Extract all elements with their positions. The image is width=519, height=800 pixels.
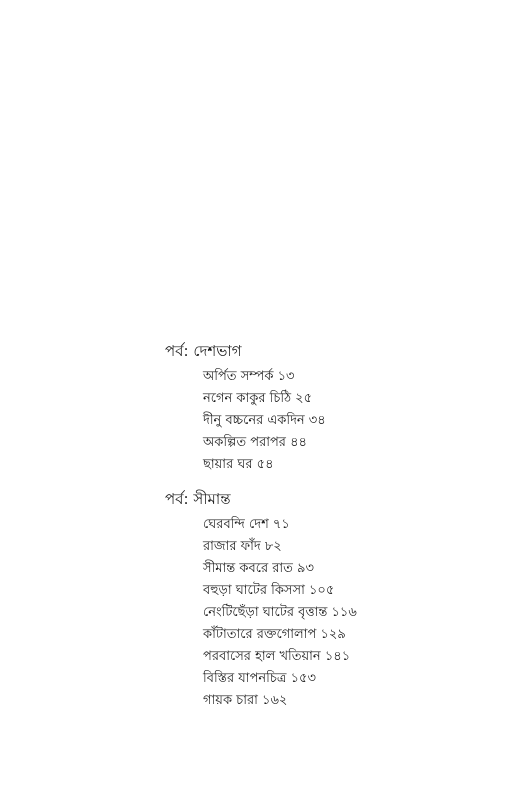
contents-entry: বহুড়া ঘাটের কিসসা ১০৫: [203, 583, 335, 598]
contents-entry: ছায়ার ঘর ৫৪: [203, 457, 274, 472]
contents-entry: ঘেরবন্দি দেশ ৭১: [203, 517, 290, 532]
contents-entry: অর্পিত সম্পর্ক ১৩: [203, 369, 295, 384]
contents-entry: দীনু বচ্চনের একদিন ৩৪: [203, 413, 326, 428]
section-heading: পর্ব: দেশভাগ: [165, 342, 242, 360]
contents-entry: সীমান্ত কবরে রাত ৯৩: [203, 561, 314, 576]
contents-entry: রাজার ফাঁদ ৮২: [203, 539, 282, 554]
section-heading: পর্ব: সীমান্ত: [165, 490, 231, 508]
contents-section-deshbhag: [0, 340, 519, 476]
entry-list: [0, 514, 519, 712]
contents-entry: নগেন কাকুর চিঠি ২৫: [203, 391, 313, 406]
contents-section-simanto: [0, 488, 519, 712]
contents-entry: বিস্তির যাপনচিত্র ১৫৩: [203, 671, 316, 686]
entry-list: [0, 366, 519, 476]
contents-entry: পরবাসের হাল খতিয়ান ১৪১: [203, 649, 351, 664]
contents-entry: অকল্পিত পরাপর ৪৪: [203, 435, 307, 450]
contents-entry: কাঁটাতারে রক্তগোলাপ ১২৯: [203, 627, 346, 642]
contents-entry: গায়ক চারা ১৬২: [203, 693, 288, 708]
contents-entry: নেংটিছেঁড়া ঘাটের বৃত্তান্ত ১১৬: [203, 605, 357, 620]
